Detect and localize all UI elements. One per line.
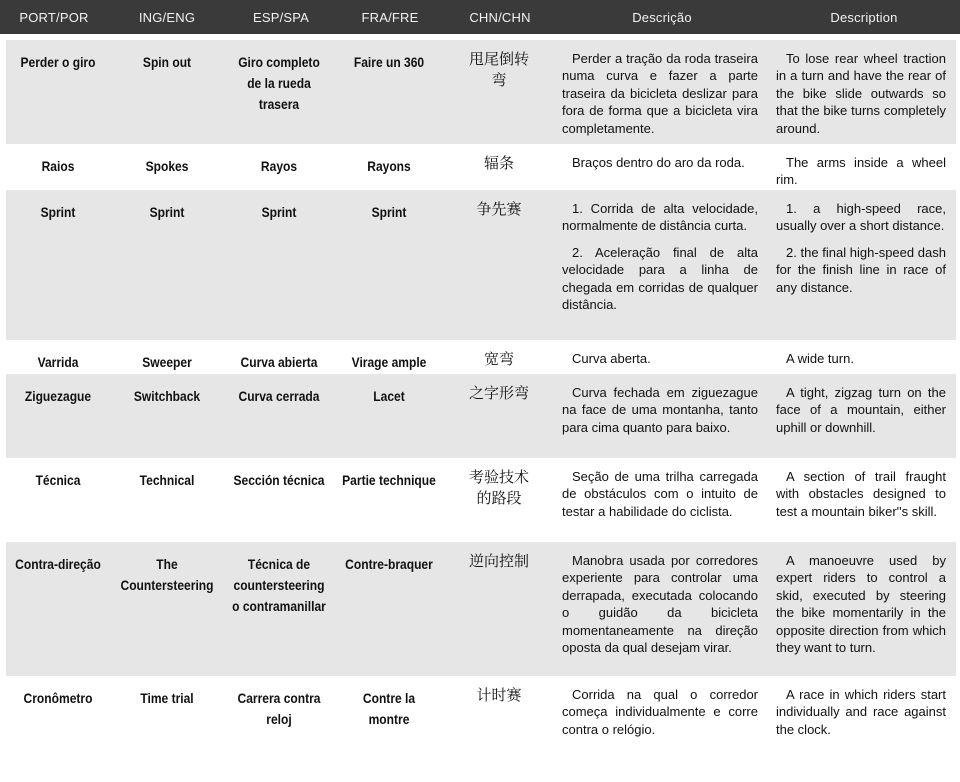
desc-paragraph: 1. Corrida de alta velocidade, normalmente de distância curta. (562, 201, 758, 234)
desc-eng (768, 190, 956, 340)
desc-eng (768, 542, 956, 676)
term-spa: Curva abierta (240, 354, 318, 370)
desc-paragraph: Corrida na qual o corredor começa individualmente e corre contra o relógio. (562, 687, 758, 737)
header-fra: FRA/FRE (361, 9, 419, 25)
term-spa: Giro completo de la rueda trasera (238, 54, 320, 112)
header-chn: CHN/CHN (469, 9, 531, 25)
term-eng: Spokes (145, 158, 189, 174)
term-eng: Sweeper (142, 354, 192, 370)
term-fra: Virage ample (351, 354, 427, 370)
table-row (6, 542, 956, 676)
desc-port (554, 374, 768, 458)
desc-paragraph: Braços dentro do aro da roda. (572, 155, 745, 170)
desc-paragraph: A manoeuvre used by expert riders to control a skid, executed by steering the bike momentarily in the opposite direction from which they want to turn. (776, 553, 946, 656)
desc-paragraph: 1. a high-speed race, usually over a short distance. (776, 201, 946, 234)
desc-paragraph: A wide turn. (786, 351, 854, 366)
term-chn: 计时赛 (476, 686, 522, 704)
term-spa: Curva cerrada (238, 388, 320, 404)
term-chn: 甩尾倒转弯 (468, 50, 529, 89)
table-header (0, 0, 960, 34)
term-fra: Faire un 360 (353, 54, 425, 70)
desc-paragraph: 2. Aceleração final de alta velocidade para a linha de chegada em corridas de qualquer distância. (562, 244, 758, 313)
term-fra: Lacet (373, 388, 405, 404)
term-eng: Time trial (140, 690, 194, 706)
table-row (6, 144, 956, 190)
term-port: Cronômetro (23, 690, 93, 706)
table-row (6, 676, 956, 740)
term-port: Raios (41, 158, 75, 174)
desc-paragraph: A tight, zigzag turn on the face of a mountain, either uphill or downhill. (776, 385, 946, 435)
desc-paragraph: To lose rear wheel traction in a turn and have the rear of the bike slide outwards so that the bike turns completely around. (776, 51, 946, 136)
desc-paragraph: A race in which riders start individually and race against the clock. (776, 687, 946, 737)
term-port: Perder o giro (20, 54, 96, 70)
header-descricao: Descrição (632, 9, 692, 25)
term-fra: Contre la montre (362, 690, 416, 727)
term-eng: Spin out (142, 54, 192, 70)
desc-eng (768, 374, 956, 458)
header-spa: ESP/SPA (252, 9, 310, 25)
term-chn: 考验技术的路段 (468, 468, 529, 507)
desc-paragraph: The arms inside a wheel rim. (776, 155, 946, 188)
term-eng: The Countersteering (120, 556, 214, 593)
desc-paragraph: Seção de uma trilha carregada de obstáculos com o intuito de testar a habilidade do ciclista. (562, 469, 758, 519)
desc-port (554, 340, 768, 374)
desc-port (554, 458, 768, 542)
table-row (6, 190, 956, 340)
term-fra: Partie technique (342, 472, 436, 488)
desc-eng (768, 340, 956, 374)
glossary-table (6, 40, 956, 740)
table-row (6, 374, 956, 458)
term-port: Técnica (35, 472, 81, 488)
desc-eng (768, 144, 956, 190)
header-description: Description (830, 9, 898, 25)
term-spa: Sección técnica (233, 472, 325, 488)
term-chn: 辐条 (483, 154, 514, 172)
term-spa: Técnica de countersteering o contramanillar (232, 556, 326, 614)
desc-port (554, 144, 768, 190)
header-eng: ING/ENG (138, 9, 196, 25)
header-port: PORT/POR (19, 9, 89, 25)
term-chn: 争先赛 (476, 200, 522, 218)
term-spa: Carrera contra reloj (237, 690, 321, 727)
term-eng: Sprint (149, 204, 185, 220)
term-port: Ziguezague (24, 388, 92, 404)
desc-paragraph: Perder a tração da roda traseira numa curva e fazer a parte traseira da bicicleta deslizar para fora de forma que a bicicleta vira completamente. (562, 51, 758, 136)
term-fra: Rayons (367, 158, 411, 174)
term-port: Varrida (37, 354, 79, 370)
term-chn: 逆向控制 (468, 552, 529, 570)
table-row (6, 458, 956, 542)
desc-eng (768, 458, 956, 542)
table-row (6, 340, 956, 374)
desc-paragraph: Curva fechada em ziguezague na face de uma montanha, tanto para cima quanto para baixo. (562, 385, 758, 435)
term-spa: Sprint (261, 204, 297, 220)
desc-port (554, 676, 768, 740)
table-row (6, 40, 956, 144)
term-chn: 宽弯 (483, 350, 514, 368)
term-chn: 之字形弯 (468, 384, 529, 402)
term-port: Sprint (40, 204, 76, 220)
desc-paragraph: A section of trail fraught with obstacles designed to test a mountain biker''s skill. (776, 469, 946, 519)
desc-eng (768, 676, 956, 740)
desc-port (554, 40, 768, 144)
desc-port (554, 542, 768, 676)
desc-paragraph: Curva aberta. (572, 351, 651, 366)
term-eng: Technical (139, 472, 195, 488)
desc-paragraph: 2. the final high-speed dash for the finish line in race of any distance. (776, 244, 946, 295)
term-spa: Rayos (260, 158, 298, 174)
term-fra: Contre-braquer (345, 556, 433, 572)
term-port: Contra-direção (15, 556, 101, 572)
desc-eng (768, 40, 956, 144)
term-fra: Sprint (371, 204, 407, 220)
desc-paragraph: Manobra usada por corredores experiente para controlar uma derrapada, executada colocando o guidão da bicicleta momentaneamente na direção oposta da qual desejam virar. (562, 553, 758, 656)
term-eng: Switchback (133, 388, 201, 404)
desc-port (554, 190, 768, 340)
